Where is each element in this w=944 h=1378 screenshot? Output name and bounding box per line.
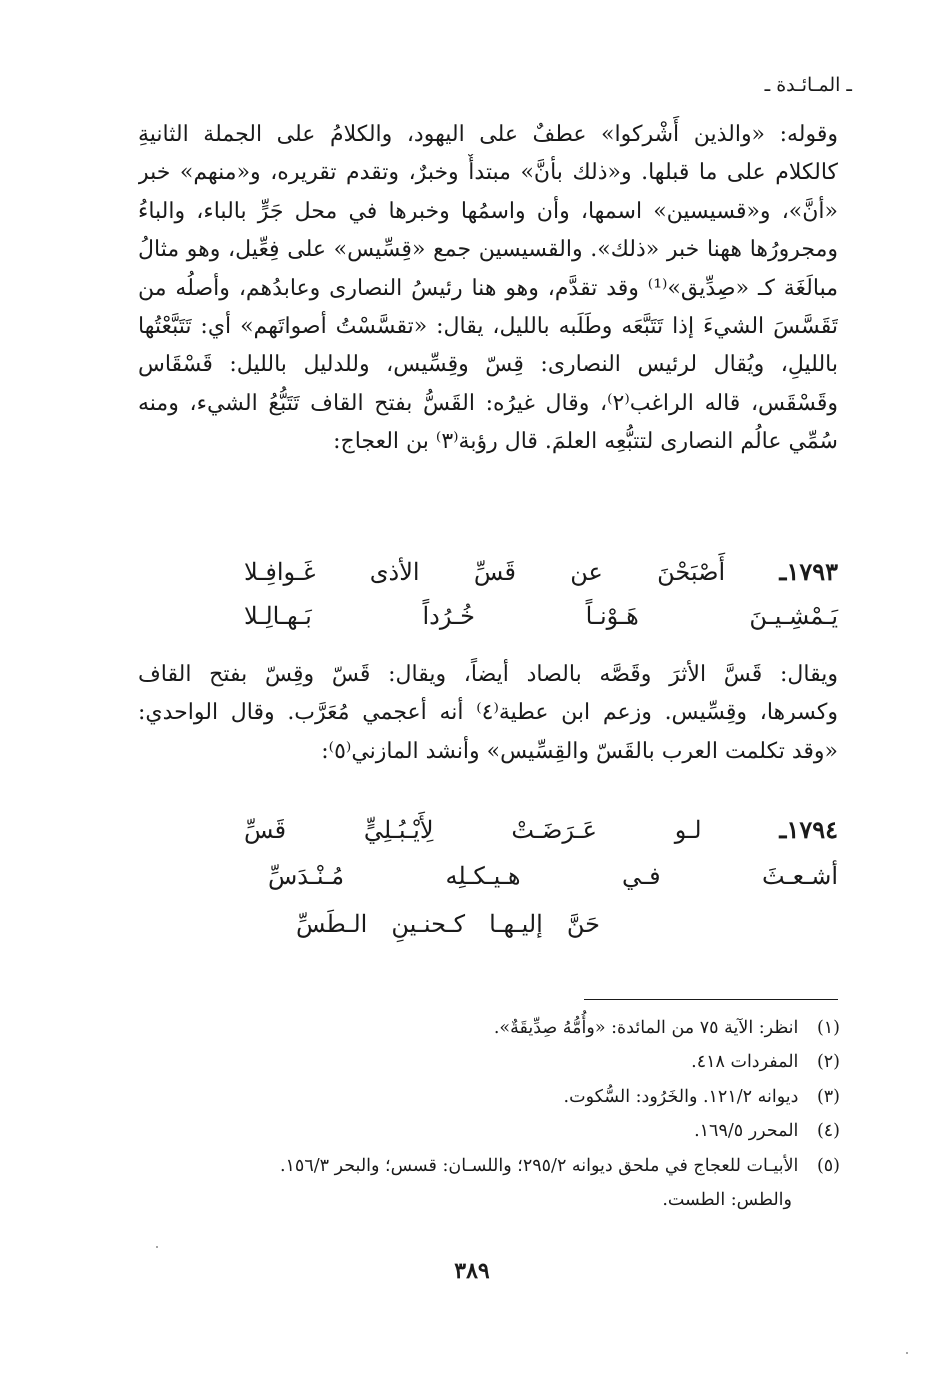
verse-text: أَصْبَحْنَ عن قَسِّ الأذى غَـوافِـلا [244, 558, 726, 586]
verse-1794-line-1 [244, 810, 838, 850]
verse-text: لـو عَـرَضَـتْ لِأَيْـبُـلِيٍّ قَسِّ [244, 816, 702, 844]
verse-number: ١٧٩٤ـ [779, 815, 838, 844]
text-line: «أنَّ»، و«قسيسين» اسمها، وأن واسمُها وخبرها في محل جَرٍّ بالباء، والباءُ [138, 198, 838, 224]
footnote-number: (٥) [816, 1155, 840, 1176]
footnote-number: (٢) [816, 1052, 840, 1073]
footnote-number: (٤) [816, 1121, 840, 1142]
footnote-2 [140, 1045, 840, 1079]
text-line: سُمِّي عالُم النصارى لتتبُّعِه العلمَ. قال رؤبة⁽٣⁾ بن العجاج: [333, 429, 838, 455]
footnote-1 [140, 1011, 840, 1045]
verse-1793-line-2: يَـمْشِـيـنَ هَـوْنـاً خُـرُداً بَـهـالِـلا [244, 602, 838, 630]
footnote-text: انظر: الآية ٧٥ من المائدة: «وأُمُّهُ صِدِّيقَةٌ». [493, 1018, 799, 1038]
text-line: ويقال: قَسَّ الأثرَ وقَصَّه بالصاد أيضاً، ويقال: قَسّ وقِسّ بفتح القاف [138, 662, 838, 687]
verse-1794-line-2: أشـعـثَ فـي هـيـكـلِه مُـنْـدَسِّ [268, 862, 838, 890]
footnote-4 [140, 1114, 840, 1148]
verse-1794-line-3: حَنَّ إليـهـا كـحنـينِ الـطَسِّ [296, 910, 600, 938]
text-line: مبالَغَة كـ «صِدِّيق»⁽¹⁾ وقد تقدَّم، وهو هنا رئيسُ النصارى وعابدُهم، وأصلُه من [138, 275, 838, 301]
footnote-text: المفردات ٤١٨. [691, 1052, 799, 1073]
text-line: كالكلام على ما قبلها. و«ذلك بأنَّ» مبتدأٌ وخبرٌ، وتقدم تقريره، و«منهم» خبر [138, 160, 838, 186]
text-line: وقوله: «والذين أَشْركوا» عطفٌ على اليهود، والكلامُ على الجملة الثانيةِ [138, 122, 838, 147]
text-line: ومجرورُها ههنا خبر «ذلك». والقسيسين جمع «قِسِّيس» على فِعِّيل، وهو مثالُ [138, 237, 838, 263]
text-line: «وقد تكلمت العرب بالقَسّ والقِسِّيس» وأنشد المازني⁽٥⁾: [321, 738, 838, 764]
text-line: بالليلِ، ويُقال لرئيس النصارى: قِسّ وقِسِّيس، وللدليل بالليل: قَسْقَاس [138, 352, 838, 378]
text-line: وكسرها، وقِسِّيس. وزعم ابن عطية⁽٤⁾ أنه أعجمي مُعَرَّب. وقال الواحدي: [138, 700, 838, 726]
footnotes [140, 1011, 840, 1217]
text-line: وقَسْقَس، قاله الراغب⁽٢⁾، وقال غيرُه: القَسُّ بفتح القاف تَتَبُّعُ الشيء، ومنه [138, 390, 838, 416]
footnote-5 [140, 1149, 840, 1183]
verse-number: ١٧٩٣ـ [779, 557, 838, 586]
footnote-text: ديوانه ١٢١/٢. والخَرُود: السُّكوت. [563, 1086, 799, 1107]
footnote-separator [584, 999, 838, 1000]
footnote-number: (١) [816, 1018, 840, 1038]
verse-1793-line-1 [244, 552, 838, 592]
footnote-3 [140, 1080, 840, 1114]
footnote-5-continuation: والطس: الطست. [662, 1189, 792, 1210]
print-speck [156, 1246, 158, 1248]
text-line: تَقَسَّسَ الشيءَ إذا تَتَبَّعَه وطَلَبه بالليل، يقال: «تقسَّسْتُ أصواتَهم» أي: تَتَبَّعْتُها [138, 313, 838, 339]
footnote-text: الأبيـات للعجاج في ملحق ديوانه ٢٩٥/٢؛ واللسـان: قسس؛ والبحر ١٥٦/٣. [279, 1155, 799, 1176]
print-speck [906, 1352, 908, 1354]
footnote-text: المحرر ١٦٩/٥. [694, 1121, 799, 1142]
running-header: ـ المـائـدة ـ [764, 74, 852, 96]
footnote-number: (٣) [816, 1086, 840, 1107]
page-number: ٣٨٩ [454, 1258, 490, 1284]
commentary-paragraph-2 [138, 656, 838, 771]
commentary-paragraph-1 [138, 116, 838, 462]
